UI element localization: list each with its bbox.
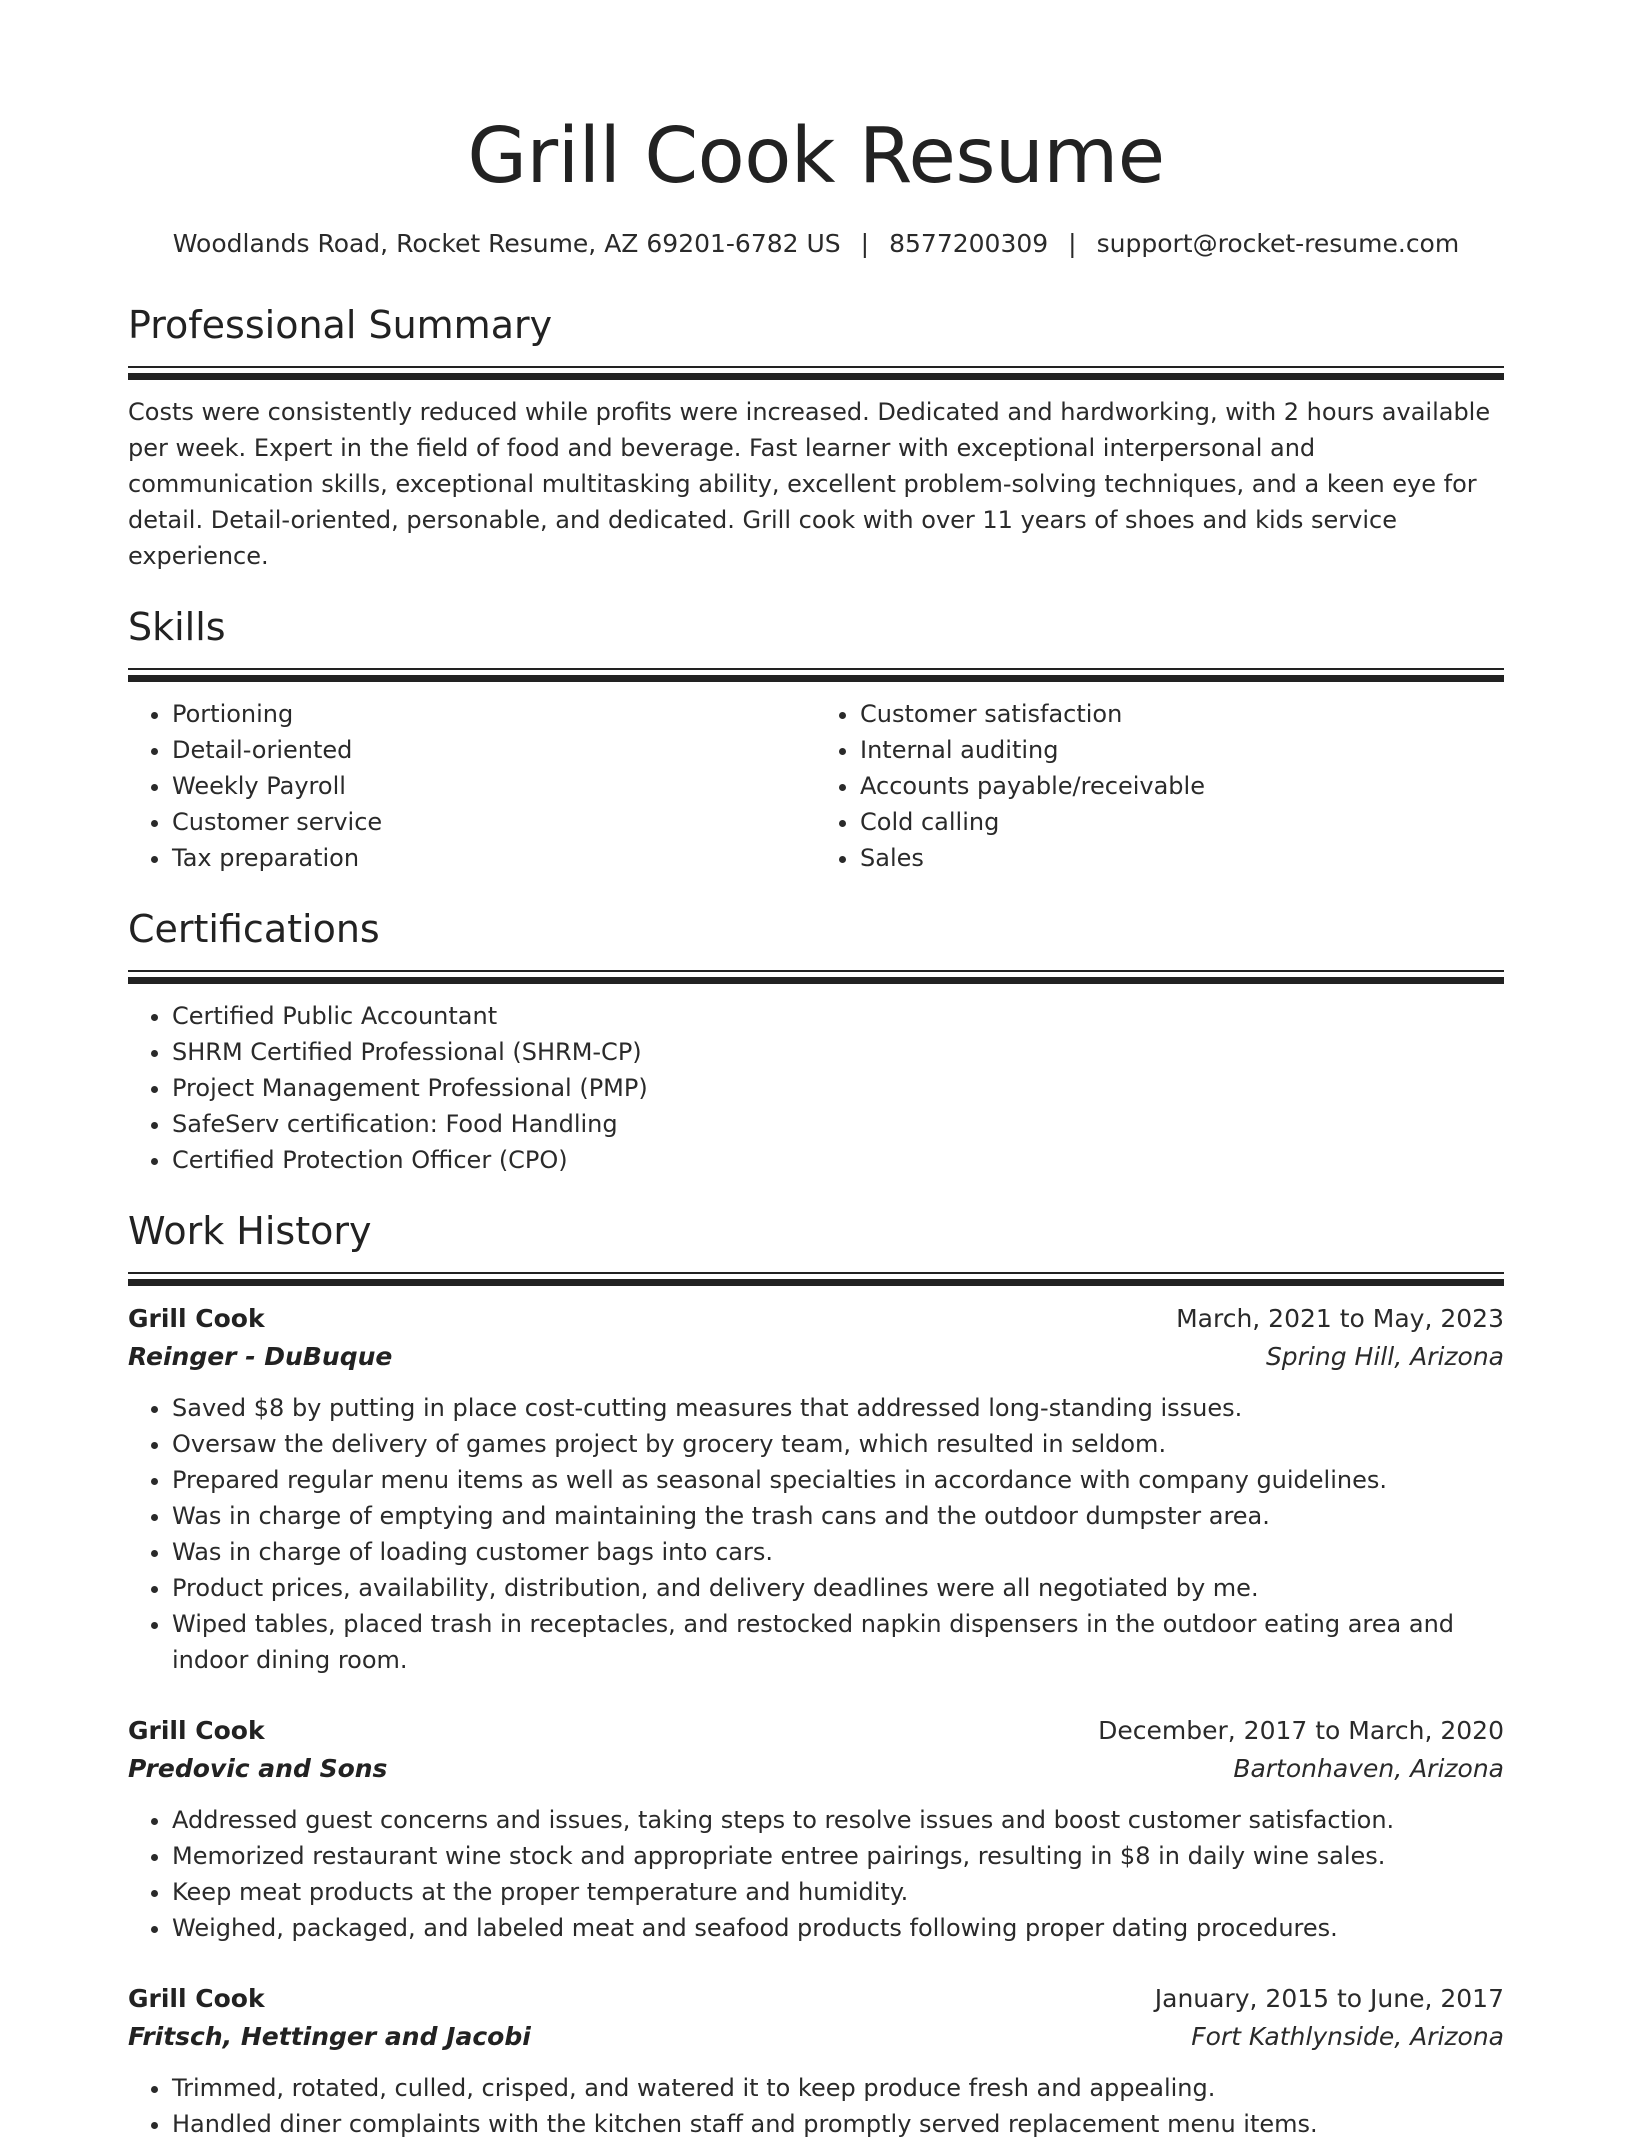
job-bullet: • Was in charge of emptying and maintaining the trash cans and the outdoor dumpster area. xyxy=(172,1498,1504,1534)
job-title: Grill Cook xyxy=(128,1716,265,1745)
skill-item: • Internal auditing xyxy=(860,732,1504,768)
contact-separator: | xyxy=(860,229,870,258)
resume-title: Grill Cook Resume xyxy=(467,112,1165,201)
job-bullet: • Was in charge of loading customer bags into cars. xyxy=(172,1534,1504,1570)
job-company: Reinger - DuBuque xyxy=(128,1342,393,1371)
job-company: Fritsch, Hettinger and Jacobi xyxy=(128,2022,531,2051)
job-company-row xyxy=(128,2018,1504,2056)
job-bullet: • Trimmed, rotated, culled, crisped, and watered it to keep produce fresh and appealing. xyxy=(172,2070,1504,2106)
contact-phone: 8577200309 xyxy=(889,229,1049,258)
job-bullet: • Weighed, packaged, and labeled meat and seafood products following proper dating procedures. xyxy=(172,1910,1504,1946)
job-company: Predovic and Sons xyxy=(128,1754,388,1783)
job-location: Fort Kathlynside, Arizona xyxy=(1191,2022,1504,2051)
job-company-row xyxy=(128,1338,1504,1376)
contact-line xyxy=(128,229,1504,258)
job-bullet: • Saved $8 by putting in place cost-cutting measures that addressed long-standing issues. xyxy=(172,1390,1504,1426)
skill-item: • Sales xyxy=(860,840,1504,876)
job-dates: January, 2015 to June, 2017 xyxy=(1154,1984,1504,2013)
job-header-row xyxy=(128,1712,1504,1750)
skill-item: • Accounts payable/receivable xyxy=(860,768,1504,804)
skill-item: • Customer satisfaction xyxy=(860,696,1504,732)
skill-item: • Weekly Payroll xyxy=(172,768,816,804)
section-divider xyxy=(128,668,1504,682)
contact-address: Woodlands Road, Rocket Resume, AZ 69201-6782 US xyxy=(172,229,841,258)
section-title-summary: Professional Summary xyxy=(128,303,553,347)
section-divider xyxy=(128,366,1504,380)
job-header-row xyxy=(128,1300,1504,1338)
section-title-certifications: Certifications xyxy=(128,907,380,951)
job-bullet: • Keep meat products at the proper temperature and humidity. xyxy=(172,1874,1504,1910)
job-bullet: • Handled diner complaints with the kitchen staff and promptly served replacement menu items. xyxy=(172,2106,1504,2142)
job-dates: March, 2021 to May, 2023 xyxy=(1176,1304,1504,1333)
job-bullet: • Product prices, availability, distribution, and delivery deadlines were all negotiated by me. xyxy=(172,1570,1504,1606)
job-entry xyxy=(128,1712,1504,1946)
certification-item: • Certified Public Accountant xyxy=(172,998,1504,1034)
skill-item: • Tax preparation xyxy=(172,840,816,876)
certification-item: • Project Management Professional (PMP) xyxy=(172,1070,1504,1106)
certifications-section xyxy=(128,907,1504,1178)
job-bullets xyxy=(128,1390,1504,1678)
certifications-list xyxy=(128,998,1504,1178)
job-title: Grill Cook xyxy=(128,1984,265,2013)
skills-list-left xyxy=(128,696,816,876)
job-bullets xyxy=(128,2070,1504,2142)
job-entry xyxy=(128,1980,1504,2142)
job-location: Spring Hill, Arizona xyxy=(1265,1342,1504,1371)
job-bullet: • Addressed guest concerns and issues, taking steps to resolve issues and boost customer satisfaction. xyxy=(172,1802,1504,1838)
skill-item: • Portioning xyxy=(172,696,816,732)
skill-item: • Detail-oriented xyxy=(172,732,816,768)
section-divider xyxy=(128,1272,1504,1286)
certification-item: • SHRM Certified Professional (SHRM-CP) xyxy=(172,1034,1504,1070)
summary-text: Costs were consistently reduced while profits were increased. Dedicated and hardworking, with 2 hours available per week. Expert in the field of food and beverage. Fast learner with exceptional interpersonal and communication skills, exceptional multitasking ability, excellent problem-solving techniques, and a keen eye for detail. Detail-oriented, personable, and dedicated. Grill cook with over 11 years of shoes and kids service experience. xyxy=(128,398,1491,570)
section-title-work-history: Work History xyxy=(128,1209,372,1253)
job-bullet: • Wiped tables, placed trash in receptacles, and restocked napkin dispensers in the outdoor eating area and indoor dining room. xyxy=(172,1606,1504,1678)
contact-email: support@rocket-resume.com xyxy=(1096,229,1460,258)
job-bullets xyxy=(128,1802,1504,1946)
job-header-row xyxy=(128,1980,1504,2018)
job-title: Grill Cook xyxy=(128,1304,265,1333)
certification-item: • Certified Protection Officer (CPO) xyxy=(172,1142,1504,1178)
section-title-skills: Skills xyxy=(128,605,226,649)
job-company-row xyxy=(128,1750,1504,1788)
skills-list-right xyxy=(816,696,1504,876)
work-history-section xyxy=(128,1209,1504,2142)
contact-separator: | xyxy=(1068,229,1077,258)
skill-item: • Customer service xyxy=(172,804,816,840)
job-entry xyxy=(128,1300,1504,1678)
skills-section xyxy=(128,605,1504,876)
job-location: Bartonhaven, Arizona xyxy=(1233,1754,1504,1783)
skill-item: • Cold calling xyxy=(860,804,1504,840)
job-dates: December, 2017 to March, 2020 xyxy=(1098,1716,1504,1745)
job-bullet: • Prepared regular menu items as well as seasonal specialties in accordance with company guidelines. xyxy=(172,1462,1504,1498)
skills-columns xyxy=(128,682,1504,876)
job-bullet: • Oversaw the delivery of games project by grocery team, which resulted in seldom. xyxy=(172,1426,1504,1462)
section-divider xyxy=(128,970,1504,984)
certification-item: • SafeServ certification: Food Handling xyxy=(172,1106,1504,1142)
job-bullet: • Memorized restaurant wine stock and appropriate entree pairings, resulting in $8 in daily wine sales. xyxy=(172,1838,1504,1874)
summary-section xyxy=(128,303,1504,574)
